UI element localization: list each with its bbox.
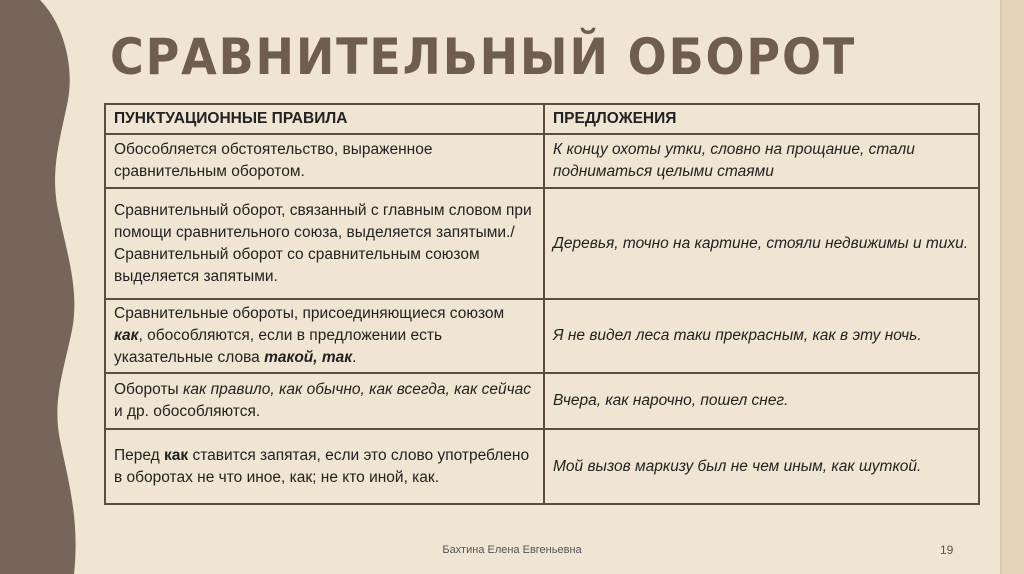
rule-text: Перед bbox=[114, 446, 165, 464]
rule-text: Обороты bbox=[114, 381, 184, 398]
rule-text: . bbox=[352, 349, 357, 366]
rule-text: , обособляются, если в предложении есть указательные слова bbox=[114, 327, 443, 366]
rule-emphasis: такой, так bbox=[264, 349, 353, 366]
slide-title: СРАВНИТЕЛЬНЫЙ ОБОРОТ bbox=[110, 28, 857, 86]
rule-emphasis: как правило, как обычно, как всегда, как сейчас bbox=[183, 381, 532, 398]
page-number: 19 bbox=[940, 543, 954, 557]
table-row bbox=[105, 429, 979, 504]
punctuation-rules-table bbox=[104, 103, 980, 505]
rule-cell bbox=[105, 299, 544, 373]
decorative-wavy-band bbox=[0, 0, 110, 574]
rule-text: Обособляется обстоятельство, выраженное сравнительным оборотом. bbox=[114, 141, 433, 180]
footer-author: Бахтина Елена Евгеньевна bbox=[442, 544, 582, 556]
table-row bbox=[105, 373, 979, 429]
example-cell: Деревья, точно на картине, стояли недвижимы и тихи. bbox=[544, 188, 979, 299]
rule-text: Сравнительный оборот, связанный с главным словом при помощи сравнительного союза, выделяется запятыми./ Сравнительный оборот со сравнительным союзом выделяется запятыми. bbox=[114, 201, 532, 285]
header-rules: ПУНКТУАЦИОННЫЕ ПРАВИЛА bbox=[105, 104, 544, 134]
rule-cell bbox=[105, 188, 544, 299]
table-row bbox=[105, 134, 979, 188]
example-cell: Мой вызов маркизу был не чем иным, как шуткой. bbox=[544, 429, 979, 504]
rule-text: ставится запятая, если это слово употреблено в оборотах не что иное, как; не кто иной, как. bbox=[114, 446, 530, 486]
rule-emphasis: как bbox=[114, 327, 139, 344]
rule-text: Сравнительные обороты, присоединяющиеся союзом bbox=[114, 305, 505, 322]
header-sentences: ПРЕДЛОЖЕНИЯ bbox=[544, 104, 979, 134]
table-row bbox=[105, 188, 979, 299]
rule-cell bbox=[105, 429, 544, 504]
table-header-row bbox=[105, 104, 979, 134]
example-cell: К концу охоты утки, словно на прощание, стали подниматься целыми стаями bbox=[544, 134, 979, 188]
table-row bbox=[105, 299, 979, 373]
rule-cell bbox=[105, 373, 544, 429]
example-cell: Вчера, как нарочно, пошел снег. bbox=[544, 373, 979, 429]
rule-cell bbox=[105, 134, 544, 188]
rule-text: и др. обособляются. bbox=[114, 403, 261, 420]
example-cell: Я не видел леса таки прекрасным, как в эту ночь. bbox=[544, 299, 979, 373]
decorative-right-strip bbox=[1000, 0, 1024, 574]
rule-emphasis: как bbox=[164, 446, 189, 464]
